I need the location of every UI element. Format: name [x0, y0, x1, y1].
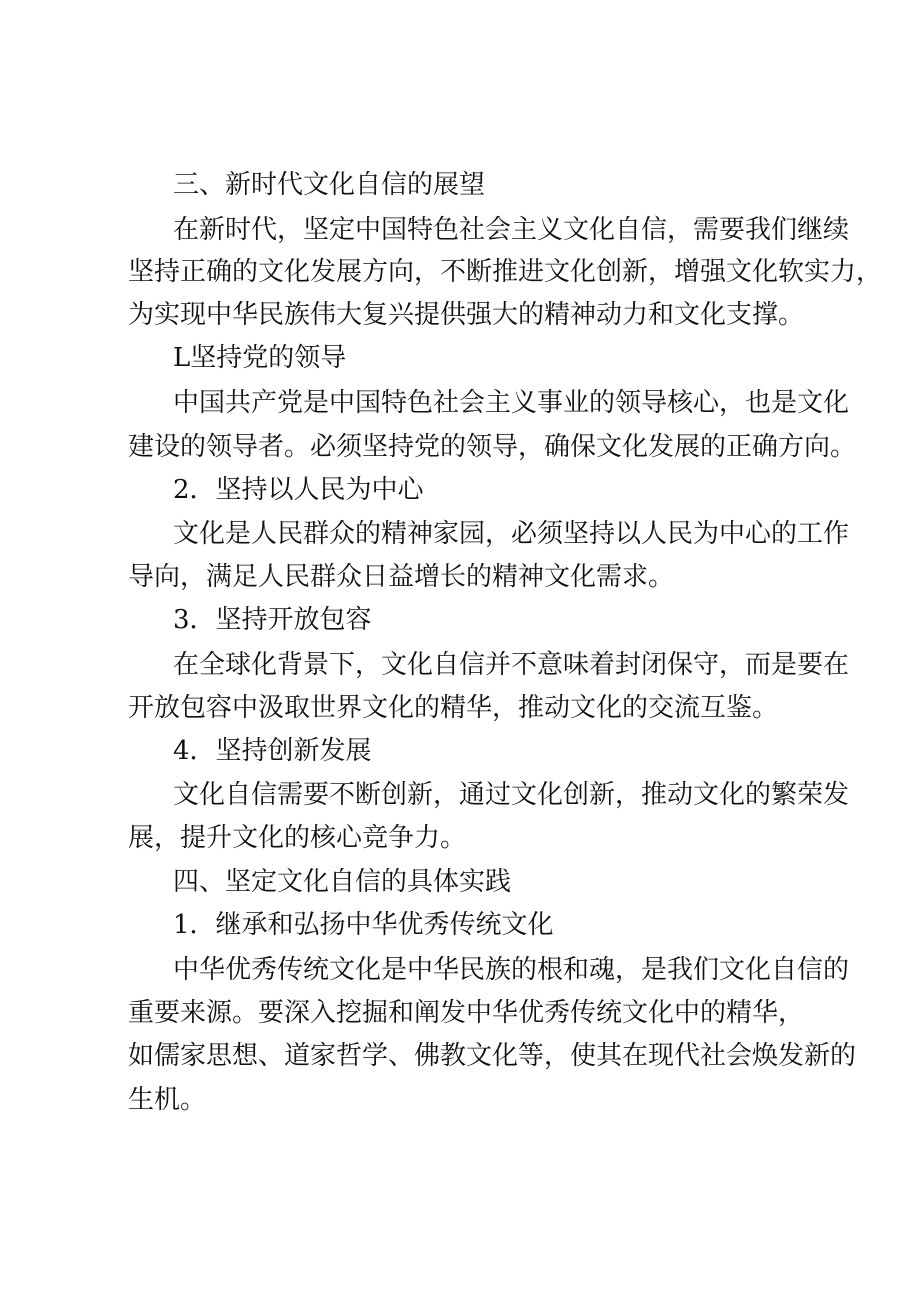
paragraph-line: 在全球化背景下，文化自信并不意味着封闭保守，而是要在: [173, 650, 850, 680]
item-heading-2: 2．坚持以人民为中心: [173, 475, 424, 505]
practice-heading-1: 1．继承和弘扬中华优秀传统文化: [173, 910, 554, 940]
paragraph-line: 文化自信需要不断创新，通过文化创新，推动文化的繁荣发: [173, 780, 850, 810]
item-heading-1: L坚持党的领导: [173, 343, 347, 373]
paragraph-line: 建设的领导者。必须坚持党的领导，确保文化发展的正确方向。: [128, 432, 857, 462]
paragraph-line: 开放包容中汲取世界文化的精华，推动文化的交流互鉴。: [128, 693, 779, 723]
paragraph-line: 中华优秀传统文化是中华民族的根和魂，是我们文化自信的: [173, 955, 850, 985]
paragraph-line: 为实现中华民族伟大复兴提供强大的精神动力和文化支撑。: [128, 300, 805, 330]
paragraph-line: 如儒家思想、道家哲学、佛教文化等，使其在现代社会焕发新的: [128, 1041, 857, 1071]
paragraph-line: 在新时代，坚定中国特色社会主义文化自信，需要我们继续: [173, 215, 850, 245]
paragraph-line: 中国共产党是中国特色社会主义事业的领导核心，也是文化: [173, 388, 850, 418]
paragraph-line: 生机。: [128, 1085, 207, 1115]
paragraph-line: 导向，满足人民群众日益增长的精神文化需求。: [128, 562, 675, 592]
item-heading-4: 4．坚持创新发展: [173, 736, 372, 766]
item-heading-3: 3．坚持开放包容: [173, 605, 372, 635]
paragraph-line: 重要来源。要深入挖掘和阐发中华优秀传统文化中的精华，: [128, 998, 805, 1028]
section-heading-4: 四、坚定文化自信的具体实践: [173, 867, 512, 897]
section-heading-3: 三、新时代文化自信的展望: [173, 170, 486, 200]
paragraph-line: 坚持正确的文化发展方向，不断推进文化创新，增强文化软实力，: [128, 257, 883, 287]
paragraph-line: 展，提升文化的核心竞争力。: [128, 823, 467, 853]
paragraph-line: 文化是人民群众的精神家园，必须坚持以人民为中心的工作: [173, 519, 850, 549]
